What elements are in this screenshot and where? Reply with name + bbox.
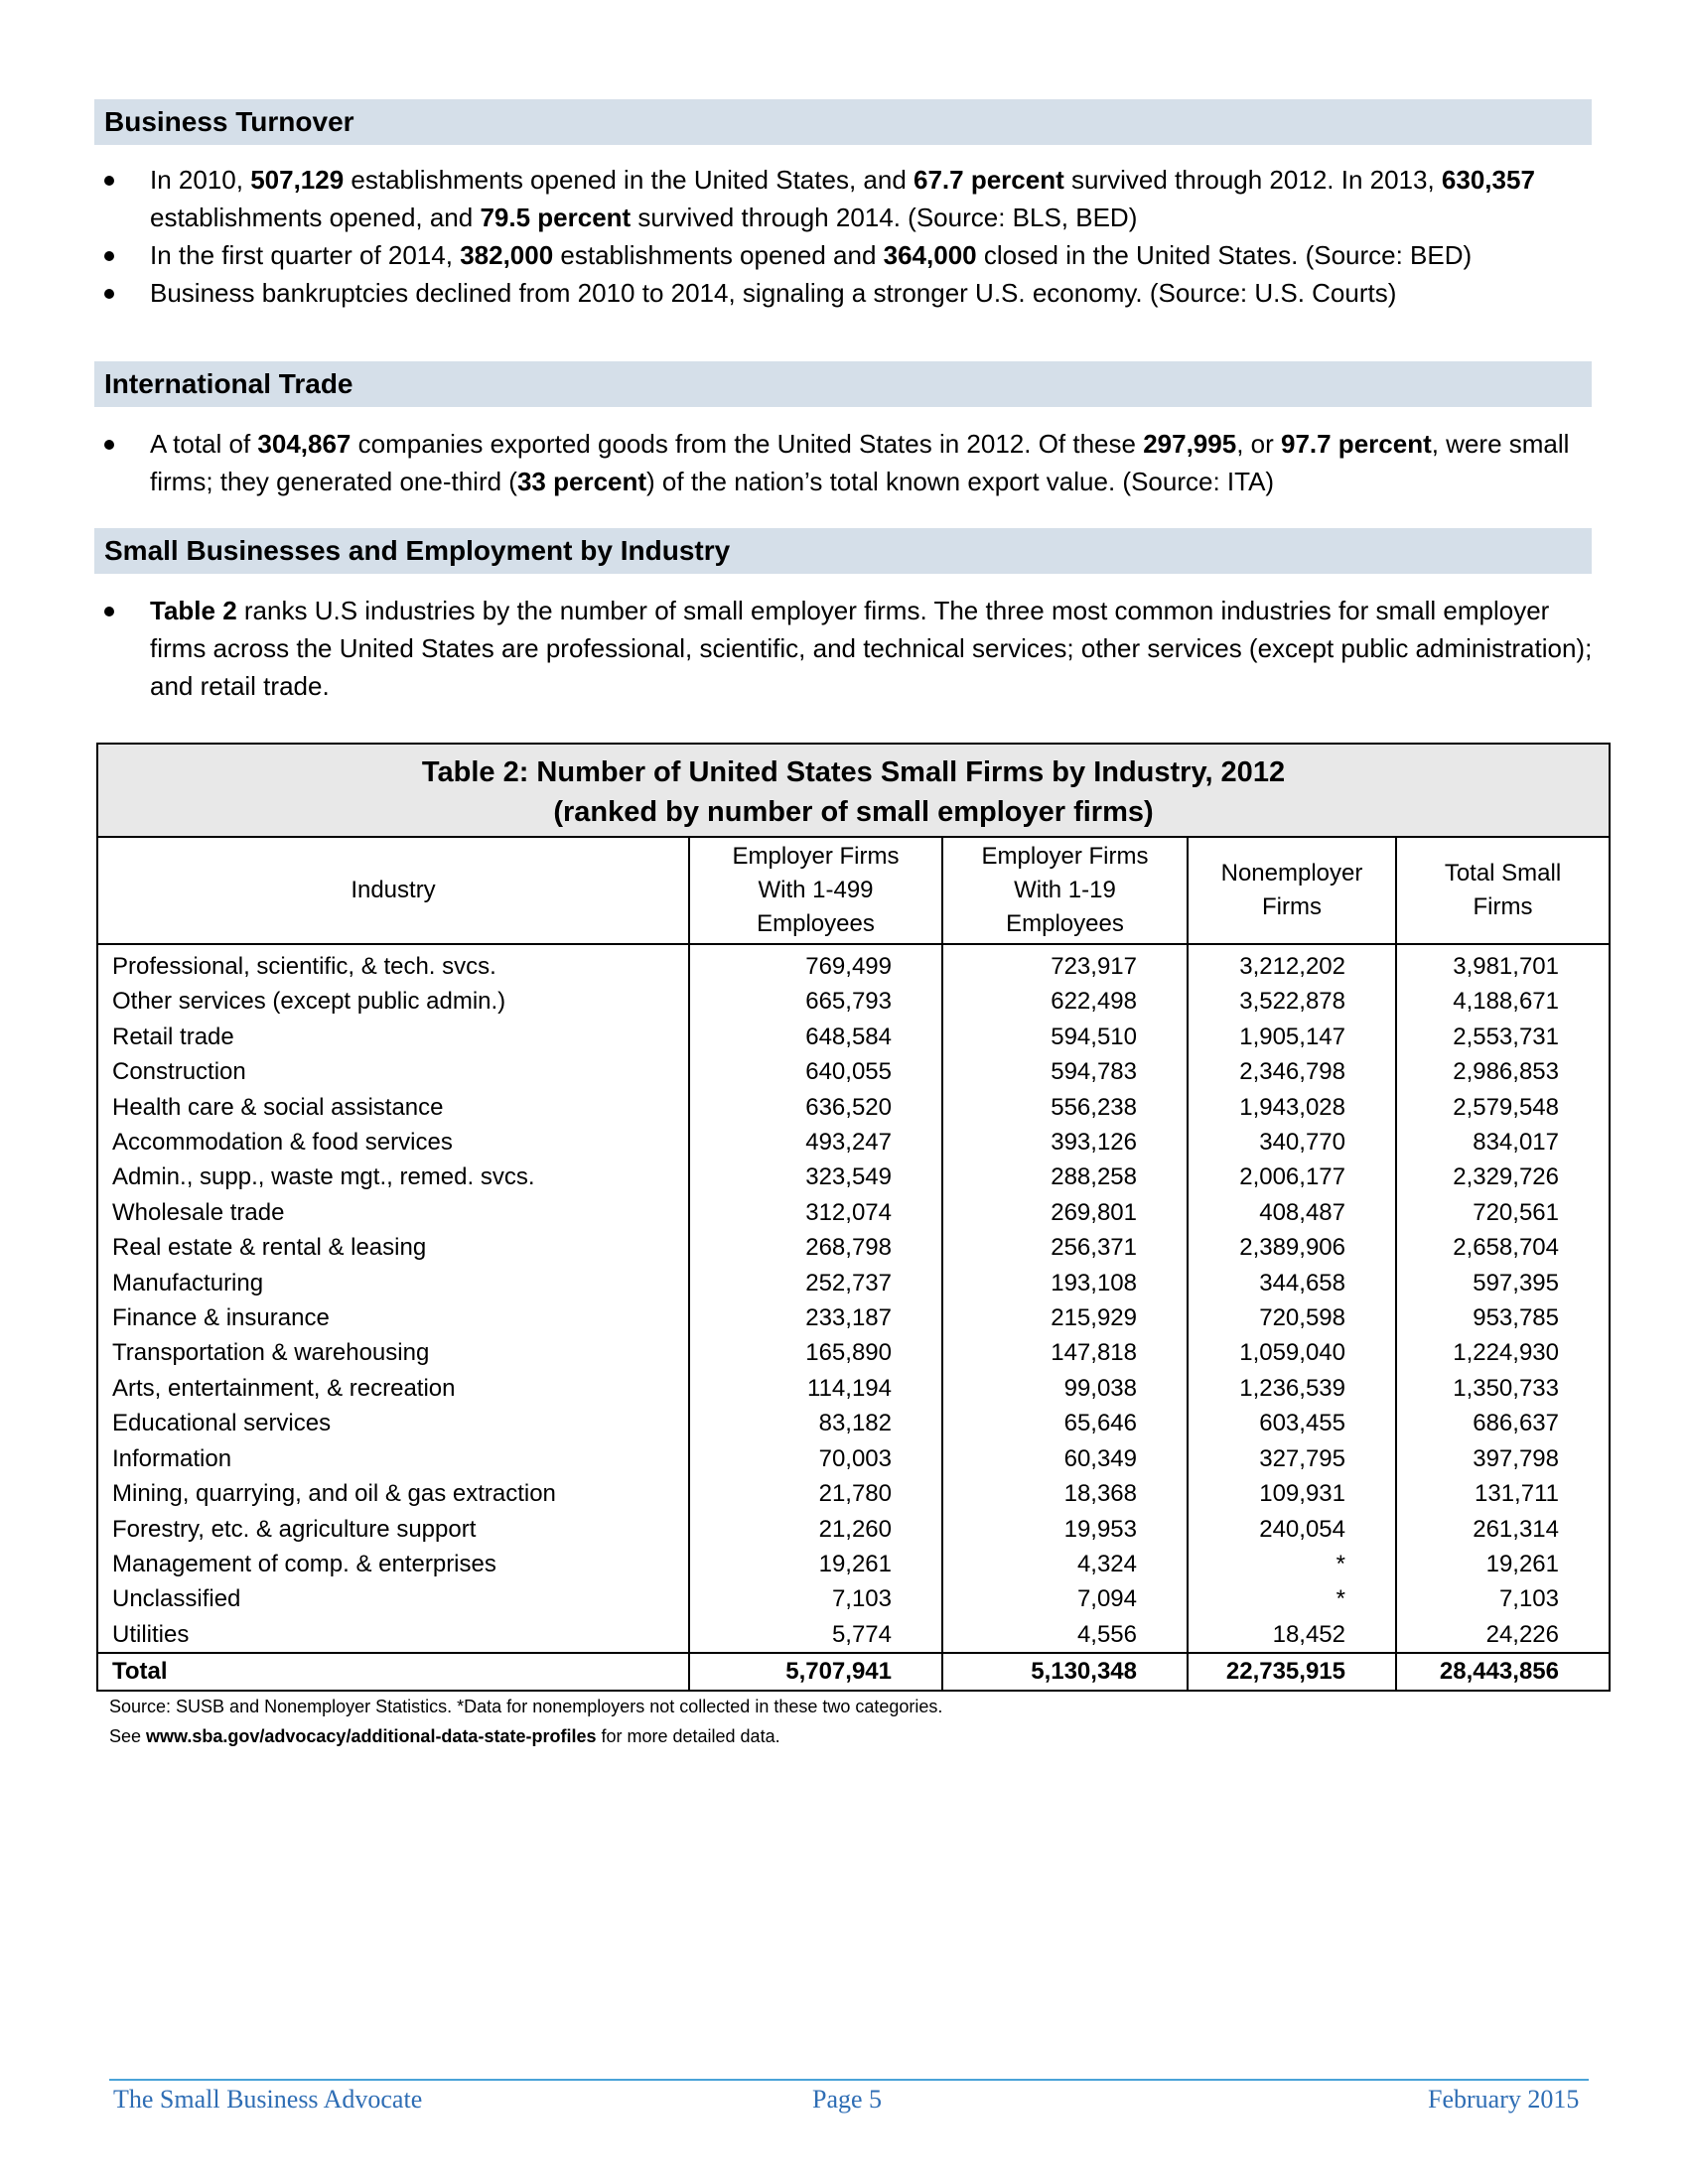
value-cell: 83,182 <box>689 1406 942 1440</box>
column-header-line: Total Small <box>1444 860 1562 887</box>
industry-cell: Manufacturing <box>98 1266 689 1300</box>
profiles-link[interactable]: www.sba.gov/advocacy/additional-data-state-profiles <box>146 1726 597 1746</box>
value-cell: 640,055 <box>689 1054 942 1089</box>
bullet-text: In the first quarter of 2014, <box>150 240 461 270</box>
table-row <box>98 1230 1609 1265</box>
value-cell: 24,226 <box>1485 1620 1559 1648</box>
value-cell: 2,006,177 <box>1188 1160 1396 1194</box>
value-cell: * <box>1188 1547 1396 1581</box>
column-header-line: With 1-499 <box>758 877 874 903</box>
industry-cell: Wholesale trade <box>98 1195 689 1230</box>
footer-publication: The Small Business Advocate <box>113 2085 423 2114</box>
value-cell: 5,774 <box>689 1617 942 1653</box>
bullet-highlight: 33 percent <box>516 467 647 496</box>
bullet-text: In 2010, <box>150 165 251 195</box>
see-suffix: for more detailed data. <box>596 1726 780 1746</box>
column-header-line: Firms <box>1473 893 1533 920</box>
value-cell: 193,108 <box>942 1266 1188 1300</box>
bullet-item <box>94 425 1594 500</box>
table-row <box>98 1090 1609 1125</box>
industry-cell: Accommodation & food services <box>98 1125 689 1160</box>
value-cell: 723,917 <box>942 944 1188 984</box>
table-row <box>98 1581 1609 1616</box>
value-cell: 3,981,701 <box>1453 953 1559 980</box>
bullet-item <box>94 236 1594 274</box>
bullet-highlight: 630,357 <box>1441 165 1535 195</box>
value-cell: 720,561 <box>1473 1198 1559 1226</box>
value-cell: 60,349 <box>942 1441 1188 1476</box>
industry-table <box>96 743 1611 1692</box>
bullet-text: ) of the nation’s total known export value. (Source: ITA) <box>646 467 1275 496</box>
section-heading-employment-by-industry: Small Businesses and Employment by Industry <box>94 528 1592 574</box>
value-cell: 665,793 <box>689 984 942 1019</box>
table-row <box>98 1054 1609 1089</box>
value-cell: 99,038 <box>942 1371 1188 1406</box>
bullet-dot-icon <box>104 607 114 616</box>
table-row <box>98 1300 1609 1335</box>
column-header <box>1396 838 1609 944</box>
table-row <box>98 1125 1609 1160</box>
table-row <box>98 1160 1609 1194</box>
value-cell: 114,194 <box>689 1371 942 1406</box>
value-cell: 70,003 <box>689 1441 942 1476</box>
value-cell: 312,074 <box>689 1195 942 1230</box>
industry-cell: Transportation & warehousing <box>98 1335 689 1370</box>
industry-cell: Information <box>98 1441 689 1476</box>
value-cell: 256,371 <box>942 1230 1188 1265</box>
value-cell: 594,510 <box>942 1020 1188 1054</box>
value-cell: 4,324 <box>942 1547 1188 1581</box>
bullet-text: A total of <box>150 429 258 459</box>
table-row <box>98 1512 1609 1547</box>
value-cell: 4,556 <box>942 1617 1188 1653</box>
value-cell: 7,103 <box>689 1581 942 1616</box>
value-cell: 7,094 <box>942 1581 1188 1616</box>
value-cell: 648,584 <box>689 1020 942 1054</box>
employment-bullet-list <box>94 592 1594 705</box>
bullet-text: survived through 2012. In 2013, <box>1063 165 1442 195</box>
value-cell: 288,258 <box>942 1160 1188 1194</box>
value-cell: 65,646 <box>942 1406 1188 1440</box>
value-cell: 720,598 <box>1188 1300 1396 1335</box>
bullet-highlight: 97.7 percent <box>1280 429 1432 459</box>
industry-cell: Mining, quarrying, and oil & gas extraction <box>98 1476 689 1511</box>
value-cell: 19,953 <box>942 1512 1188 1547</box>
bullet-dot-icon <box>104 176 114 186</box>
table-row <box>98 1476 1609 1511</box>
value-cell: 1,943,028 <box>1188 1090 1396 1125</box>
value-cell: 147,818 <box>942 1335 1188 1370</box>
industry-cell: Educational services <box>98 1406 689 1440</box>
value-cell: 408,487 <box>1188 1195 1396 1230</box>
industry-cell: Finance & insurance <box>98 1300 689 1335</box>
bullet-highlight: 364,000 <box>883 240 977 270</box>
industry-cell: Professional, scientific, & tech. svcs. <box>98 944 689 984</box>
value-cell: 240,054 <box>1188 1512 1396 1547</box>
table-row <box>98 1617 1609 1653</box>
value-cell: 393,126 <box>942 1125 1188 1160</box>
value-cell: 344,658 <box>1188 1266 1396 1300</box>
bullet-item <box>94 274 1594 312</box>
bullet-text: closed in the United States. (Source: BED) <box>976 240 1473 270</box>
table-title-line-2: (ranked by number of small employer firms) <box>553 796 1154 828</box>
value-cell: 21,260 <box>689 1512 942 1547</box>
table-row <box>98 1371 1609 1406</box>
bullet-highlight: 507,129 <box>250 165 345 195</box>
value-cell: 397,798 <box>1473 1444 1559 1472</box>
value-cell: 1,236,539 <box>1188 1371 1396 1406</box>
table-body <box>98 944 1609 1690</box>
bullet-text: Business bankruptcies declined from 2010 to 2014, signaling a stronger U.S. economy. (Source: U.S. Courts) <box>150 278 1397 308</box>
bullet-item <box>94 161 1594 236</box>
column-header <box>942 838 1188 944</box>
table-row <box>98 1547 1609 1581</box>
bullet-text: , or <box>1236 429 1281 459</box>
table-title-line-1: Table 2: Number of United States Small Firms by Industry, 2012 <box>421 756 1286 788</box>
column-header-line: Industry <box>351 877 436 903</box>
value-cell: 1,224,930 <box>1453 1339 1559 1367</box>
source-note: Source: SUSB and Nonemployer Statistics. *Data for nonemployers not collected in these two categories. <box>109 1697 943 1716</box>
bullet-text: companies exported goods from the United States in 2012. Of these <box>351 429 1144 459</box>
column-header-line: With 1-19 <box>1014 877 1116 903</box>
table-row <box>98 1195 1609 1230</box>
value-cell: 165,890 <box>689 1335 942 1370</box>
value-cell: 2,658,704 <box>1453 1234 1559 1262</box>
column-header <box>689 838 942 944</box>
bullet-highlight: 382,000 <box>460 240 554 270</box>
value-cell: 2,553,731 <box>1453 1023 1559 1050</box>
value-cell: 556,238 <box>942 1090 1188 1125</box>
column-header-line: Employer Firms <box>981 843 1149 870</box>
total-value: 5,130,348 <box>942 1653 1188 1689</box>
value-cell: 21,780 <box>689 1476 942 1511</box>
value-cell: 3,212,202 <box>1188 944 1396 984</box>
bullet-text: establishments opened in the United States, and <box>344 165 914 195</box>
value-cell: 215,929 <box>942 1300 1188 1335</box>
table-row <box>98 1335 1609 1370</box>
total-value: 5,707,941 <box>689 1653 942 1689</box>
industry-cell: Utilities <box>98 1617 689 1653</box>
value-cell: 597,395 <box>1473 1269 1559 1297</box>
bullet-dot-icon <box>104 289 114 299</box>
bullet-text: , were small firms; they generated one-third ( <box>150 429 1570 496</box>
value-cell: 4,188,671 <box>1453 988 1559 1016</box>
table-row <box>98 1406 1609 1440</box>
value-cell: 261,314 <box>1473 1515 1559 1543</box>
bullet-highlight: Table 2 <box>150 596 237 625</box>
table-row <box>98 1266 1609 1300</box>
value-cell: 3,522,878 <box>1188 984 1396 1019</box>
value-cell: 2,389,906 <box>1188 1230 1396 1265</box>
value-cell: 1,350,733 <box>1453 1374 1559 1402</box>
table-row <box>98 984 1609 1019</box>
value-cell: 327,795 <box>1188 1441 1396 1476</box>
value-cell: 1,905,147 <box>1188 1020 1396 1054</box>
industry-cell: Retail trade <box>98 1020 689 1054</box>
value-cell: 18,452 <box>1188 1617 1396 1653</box>
bullet-text: ranks U.S industries by the number of small employer firms. The three most common industries for small employer firms across the United States are professional, scientific, and technical services; other services (except public administration); and retail trade. <box>150 596 1593 701</box>
table-row <box>98 1441 1609 1476</box>
bullet-text: establishments opened, and <box>150 203 481 232</box>
industry-cell: Unclassified <box>98 1581 689 1616</box>
value-cell: 18,368 <box>942 1476 1188 1511</box>
value-cell: 7,103 <box>1498 1585 1559 1613</box>
table-total-row <box>98 1653 1609 1689</box>
table-title <box>98 745 1609 838</box>
industry-cell: Admin., supp., waste mgt., remed. svcs. <box>98 1160 689 1194</box>
industry-cell: Other services (except public admin.) <box>98 984 689 1019</box>
section-heading-international-trade: International Trade <box>94 361 1592 407</box>
bullet-dot-icon <box>104 440 114 450</box>
total-value: 22,735,915 <box>1188 1653 1396 1689</box>
column-header-line: Nonemployer <box>1220 860 1363 887</box>
turnover-bullet-list <box>94 161 1594 312</box>
see-prefix: See <box>109 1726 147 1746</box>
bullet-text: establishments opened and <box>553 240 884 270</box>
bullet-highlight: 67.7 percent <box>914 165 1064 195</box>
value-cell: 2,346,798 <box>1188 1054 1396 1089</box>
value-cell: 603,455 <box>1188 1406 1396 1440</box>
column-header-line: Firms <box>1262 893 1322 920</box>
value-cell: 19,261 <box>689 1547 942 1581</box>
table-row <box>98 1020 1609 1054</box>
footer-date: February 2015 <box>1428 2085 1580 2114</box>
table-header-row <box>98 838 1609 944</box>
bullet-item <box>94 592 1594 705</box>
column-header-line: Employees <box>757 910 875 937</box>
column-header-line: Employees <box>1006 910 1124 937</box>
value-cell: 131,711 <box>1475 1480 1559 1508</box>
bullet-highlight: 79.5 percent <box>480 203 632 232</box>
value-cell: 686,637 <box>1473 1410 1559 1437</box>
value-cell: 252,737 <box>689 1266 942 1300</box>
industry-data-table <box>98 838 1609 1690</box>
value-cell: * <box>1188 1581 1396 1616</box>
industry-cell: Forestry, etc. & agriculture support <box>98 1512 689 1547</box>
value-cell: 493,247 <box>689 1125 942 1160</box>
total-label: Total <box>98 1653 689 1689</box>
value-cell: 268,798 <box>689 1230 942 1265</box>
bullet-text: survived through 2014. (Source: BLS, BED) <box>631 203 1138 232</box>
value-cell: 19,261 <box>1485 1550 1559 1577</box>
value-cell: 636,520 <box>689 1090 942 1125</box>
bullet-highlight: 297,995 <box>1143 429 1237 459</box>
value-cell: 2,579,548 <box>1453 1093 1559 1121</box>
column-header-line: Employer Firms <box>732 843 900 870</box>
footer-page-number: Page 5 <box>812 2085 883 2114</box>
value-cell: 323,549 <box>689 1160 942 1194</box>
table-row <box>98 944 1609 984</box>
value-cell: 2,986,853 <box>1453 1058 1559 1086</box>
value-cell: 834,017 <box>1473 1129 1559 1157</box>
bullet-dot-icon <box>104 251 114 261</box>
industry-cell: Arts, entertainment, & recreation <box>98 1371 689 1406</box>
see-note <box>109 1726 780 1747</box>
value-cell: 233,187 <box>689 1300 942 1335</box>
section-heading-business-turnover: Business Turnover <box>94 99 1592 145</box>
industry-cell: Construction <box>98 1054 689 1089</box>
value-cell: 109,931 <box>1188 1476 1396 1511</box>
column-header <box>1188 838 1396 944</box>
column-header <box>98 838 689 944</box>
trade-bullet-list <box>94 425 1594 500</box>
value-cell: 340,770 <box>1188 1125 1396 1160</box>
value-cell: 594,783 <box>942 1054 1188 1089</box>
footer-divider <box>109 2079 1589 2081</box>
value-cell: 269,801 <box>942 1195 1188 1230</box>
industry-cell: Management of comp. & enterprises <box>98 1547 689 1581</box>
bullet-highlight: 304,867 <box>257 429 352 459</box>
industry-cell: Health care & social assistance <box>98 1090 689 1125</box>
industry-cell: Real estate & rental & leasing <box>98 1230 689 1265</box>
value-cell: 953,785 <box>1473 1304 1559 1332</box>
value-cell: 1,059,040 <box>1188 1335 1396 1370</box>
value-cell: 622,498 <box>942 984 1188 1019</box>
total-value: 28,443,856 <box>1396 1653 1609 1689</box>
value-cell: 2,329,726 <box>1453 1163 1559 1191</box>
value-cell: 769,499 <box>689 944 942 984</box>
